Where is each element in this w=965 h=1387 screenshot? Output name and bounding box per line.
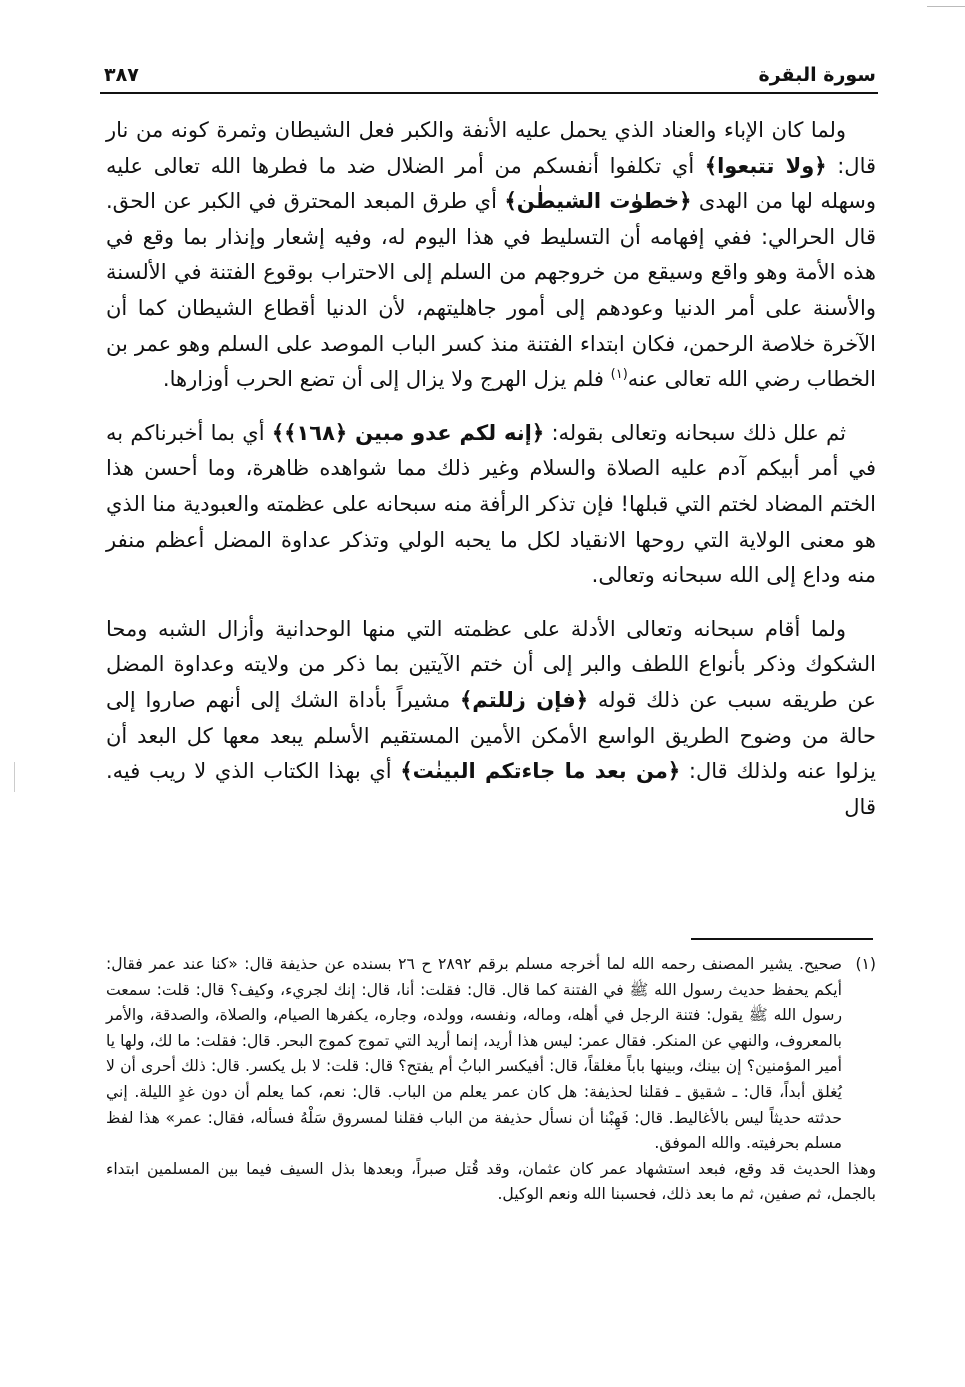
footnote-continuation: وهذا الحديث قد وقع، فبعد استشهاد عمر كان عثمان، وقد قُتل صبراً، وبعدها بذل السيف فيما بين المسلمين ابتداء بالجمل، ثم صفين، ثم ما بعد ذلك، فحسبنا الله ونعم الوكيل. — [106, 1159, 876, 1204]
text-run: فلم يزل الهرج ولا يزال إلى أن تضع الحرب أوزارها. — [162, 367, 611, 392]
quran-quote: ﴿خطوٰت الشيطٰن﴾ — [504, 189, 692, 214]
text-run: ولما أقام سبحانه وتعالى الأدلة على عظمته التي منها الوحدانية وأزال الشبه ومحا الشكوك وذكر بأنواع اللطف والبر إلى أن ختم الآيتين بما ذكر من ولايته وعداوة المضل عن طريقه سبب عن ذلك قوله — [106, 616, 876, 712]
scan-margin-mark — [14, 762, 15, 792]
footnote-1 — [106, 952, 876, 1157]
scan-corner-mark — [927, 6, 965, 7]
text-run: ولما كان الإباء والعناد الذي يحمل عليه الأنفة والكبر فعل الشيطان وثمرة كونه من نار قال: — [106, 118, 876, 178]
paragraph-1 — [106, 113, 876, 398]
footnote-number: (١) — [855, 955, 877, 973]
main-text — [106, 113, 876, 825]
quran-quote: ﴿فإن زللتم﴾ — [460, 687, 589, 712]
quran-quote: ﴿من بعد ما جاءتكم البينٰت﴾ — [400, 759, 681, 784]
text-run: ثم علل ذلك سبحانه وتعالى بقوله: — [544, 420, 846, 445]
quran-quote: ﴿إنه لكم عدو مبين ﴿١٦٨﴾﴾ — [271, 420, 545, 445]
footnote-reference[interactable]: (١) — [610, 367, 628, 383]
quran-quote: ﴿ولا تتبعوا﴾ — [704, 153, 827, 178]
page-header — [100, 62, 878, 94]
text-run: أي بما أخبرناكم به في أمر أبيكم آدم عليه الصلاة والسلام وغير ذلك مما شواهده ظاهرة، وما أحسن هذا الختم المضاد لختم التي قبلها! فإن تذكر الرأفة منه سبحانه على عظمته والعبودية منا الذي هو معنى الولاية التي روحها الانقياد لكل ما يحبه الولي وتذكر عداوة المضل أعظم منفر منه وداع إلى الله سبحانه وتعالى. — [106, 420, 876, 588]
text-run: مشيراً بأداة الشك إلى أنهم صاروا إلى حالة من وضوح الطريق الواسع الأمكن الأمين المستقيم الأسلم يبعد معها كل البعد أن يزلوا عنه ولذلك قال: — [106, 687, 876, 784]
footnotes — [106, 952, 876, 1208]
text-run: أي طرق المبعد المحترق في الكبر عن الحق. قال الحرالي: ففي إفهامه أن التسليط في هذا اليوم له، وفيه إشعار وإنذار بما وقع في هذه الأمة وهو واقع وسيقع من خروجهم من السلم إلى الاحتراب بوقوع الفتنة في الألسنة والأسنة على أمر الدنيا وعودهم إلى أمور جاهليتهم، لأن الدنيا أقطاع الشيطان كما أن الآخرة خلاصة الرحمن، فكان ابتداء الفتنة منذ كسر الباب الموصد على السلم وهو عمر بن الخطاب رضي الله تعالى عنه — [106, 189, 876, 392]
page-number: ٣٨٧ — [104, 64, 139, 86]
text-run: أي بهذا الكتاب الذي لا ريب فيه. قال — [106, 759, 876, 819]
paragraph-2 — [106, 416, 876, 594]
surah-title: سورة البقرة — [758, 64, 876, 86]
text-run: أي تكلفوا أنفسكم من أمر الضلال ضد ما فطرها الله تعالى عليه وسهله لها من الهدى — [106, 153, 876, 214]
paragraph-3 — [106, 612, 876, 826]
footnote-text: صحيح. يشير المصنف رحمه الله لما أخرجه مسلم برقم ٢٨٩٢ ح ٢٦ بسنده عن حذيفة قال: «كنا عند عمر فقال: أيكم يحفظ حديث رسول الله ﷺ في الفتنة كما قال. قال: فقلت: أنا، قال: إنك لجريء، وكيف؟ قال: قلت: سمعت رسول الله ﷺ يقول: فتنة الرجل في أهله، وماله، ونفسه، وولده، وجاره، يكفرها الصيام، والصلاة، والصدقة، والأمر بالمعروف، والنهي عن المنكر. فقال عمر: ليس هذا أريد، إنما أريد التي تموج كموج البحر. قال: فقلت: ما لك، ولها يا أمير المؤمنين؟ إن بينك، وبينها باباً مغلقاً، قال: أفيكسر البابُ أم يفتح؟ قال: قلت: لا بل يكسر. قال: ذلك أحرى أن لا يُغلق أبداً، قال: ـ شقيق ـ فقلنا لحذيفة: هل كان عمر يعلم من الباب. قال: نعم، كما يعلم أن دون غدٍ الليلة. إني حدثته حديثاً ليس بالأغاليط. قال: فَهِبْنا أن نسأل حذيفة من الباب فقلنا لمسروق سَلْهُ فسأله، فقال: عمر» هذا لفظ مسلم بحرفيته. والله الموفق. — [106, 955, 843, 1153]
footnote-separator — [691, 938, 873, 940]
